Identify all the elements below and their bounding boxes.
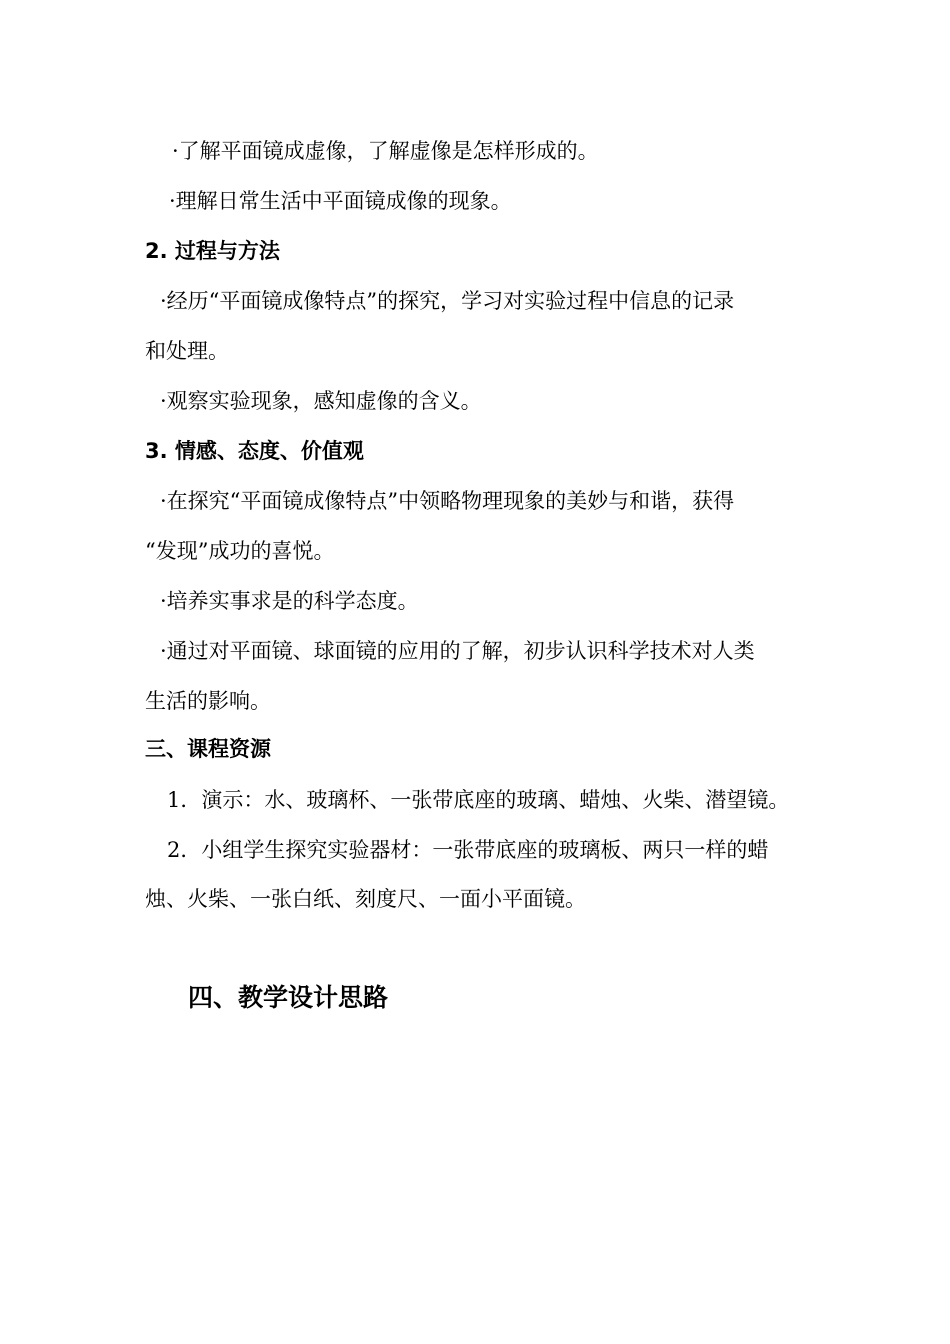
bullet-line: ·通过对平面镜、球面镜的应用的了解，初步认识科学技术对人类 [160,639,755,663]
paragraph-line: 烛、火柴、一张白纸、刻度尺、一面小平面镜。 [145,887,586,911]
chapter-heading: 四、教学设计思路 [188,983,389,1012]
bullet-line: ·了解平面镜成虚像，了解虚像是怎样形成的。 [172,139,599,163]
section-heading: 三、课程资源 [145,737,271,761]
bullet-line: ·培养实事求是的科学态度。 [160,589,419,613]
bullet-line: ·观察实验现象，感知虚像的含义。 [160,389,482,413]
bullet-line: ·理解日常生活中平面镜成像的现象。 [169,189,512,213]
list-item: 1．演示：水、玻璃杯、一张带底座的玻璃、蜡烛、火柴、潜望镜。 [167,788,790,812]
list-item: 2．小组学生探究实验器材：一张带底座的玻璃板、两只一样的蜡 [167,838,769,862]
paragraph-line: 和处理。 [145,339,229,363]
section-heading: 2. 过程与方法 [145,239,280,263]
paragraph-line: 生活的影响。 [145,689,271,713]
paragraph-line: “发现”成功的喜悦。 [145,539,335,563]
section-heading: 3. 情感、态度、价值观 [145,439,364,463]
bullet-line: ·在探究“平面镜成像特点”中领略物理现象的美妙与和谐，获得 [160,489,735,513]
bullet-line: ·经历“平面镜成像特点”的探究，学习对实验过程中信息的记录 [160,289,735,313]
